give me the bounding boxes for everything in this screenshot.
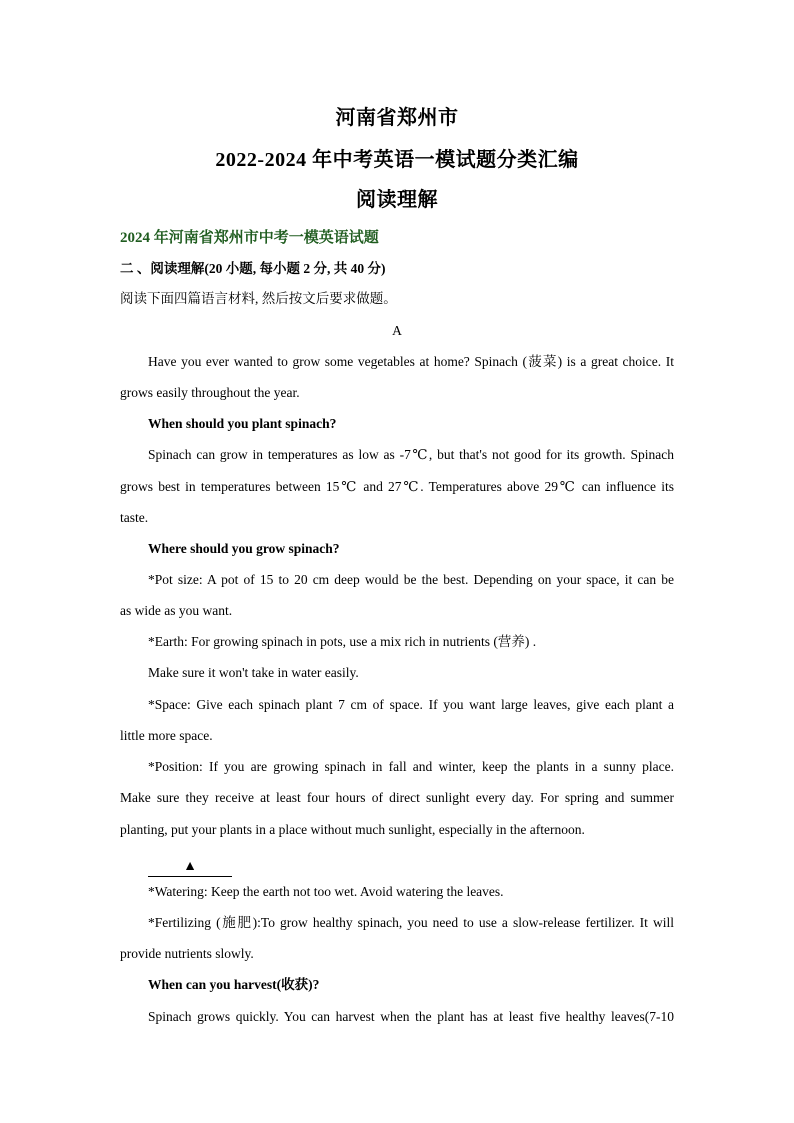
part-title: 二 、阅读理解(20 小题, 每小题 2 分, 共 40 分) xyxy=(120,261,386,276)
question-heading: Where should you grow spinach? xyxy=(148,541,340,556)
paragraph-line: *Watering: Keep the earth not too wet. Avoid watering the leaves. xyxy=(148,884,504,899)
paragraph-line: as wide as you want. xyxy=(120,603,233,618)
question-heading: When can you harvest(收获)? xyxy=(148,977,320,992)
paragraph-line: Have you ever wanted to grow some vegetables at home? Spinach (菠菜) is a great choice. It xyxy=(148,354,674,369)
paragraph-line: grows best in temperatures between 15℃ and 27℃. Temperatures above 29℃ can influence its xyxy=(120,479,674,494)
paragraph-line: grows easily throughout the year. xyxy=(120,385,300,400)
title-reading-comprehension: 阅读理解 xyxy=(356,189,438,211)
paragraph-line: Spinach can grow in temperatures as low as -7℃, but that's not good for its growth. Spinach xyxy=(148,447,674,462)
title-province-city: 河南省郑州市 xyxy=(335,107,459,129)
question-heading: When should you plant spinach? xyxy=(148,416,337,431)
instruction: 阅读下面四篇语言材料, 然后按文后要求做题。 xyxy=(120,291,397,306)
paragraph-line: Make sure they receive at least four hours of direct sunlight every day. For spring and summer xyxy=(120,790,674,805)
paragraph-line: little more space. xyxy=(120,728,213,743)
paragraph-line: *Fertilizing (施肥):To grow healthy spinach, you need to use a slow-release fertilizer. It will xyxy=(148,915,674,930)
exam-heading: 2024 年河南省郑州市中考一模英语试题 xyxy=(120,230,379,246)
paragraph-line: *Position: If you are growing spinach in fall and winter, keep the plants in a sunny place. xyxy=(148,759,674,774)
paragraph-line: taste. xyxy=(120,510,149,525)
paragraph-line: *Earth: For growing spinach in pots, use a mix rich in nutrients (营养) . xyxy=(148,634,537,649)
answer-blank xyxy=(148,858,232,877)
triangle-marker-icon: ▲ xyxy=(183,859,197,874)
passage-label: A xyxy=(392,323,402,338)
paragraph-line: *Pot size: A pot of 15 to 20 cm deep would be the best. Depending on your space, it can be xyxy=(148,572,674,587)
paragraph-line: planting, put your plants in a place without much sunlight, especially in the afternoon. xyxy=(120,822,585,837)
paragraph-line: Spinach grows quickly. You can harvest when the plant has at least five healthy leaves(7-10 xyxy=(148,1009,674,1024)
title-collection: 2022-2024 年中考英语一模试题分类汇编 xyxy=(215,149,579,171)
paragraph-line: Make sure it won't take in water easily. xyxy=(148,665,359,680)
paragraph-line: provide nutrients slowly. xyxy=(120,946,254,961)
paragraph-line: *Space: Give each spinach plant 7 cm of space. If you want large leaves, give each plant a xyxy=(148,697,674,712)
